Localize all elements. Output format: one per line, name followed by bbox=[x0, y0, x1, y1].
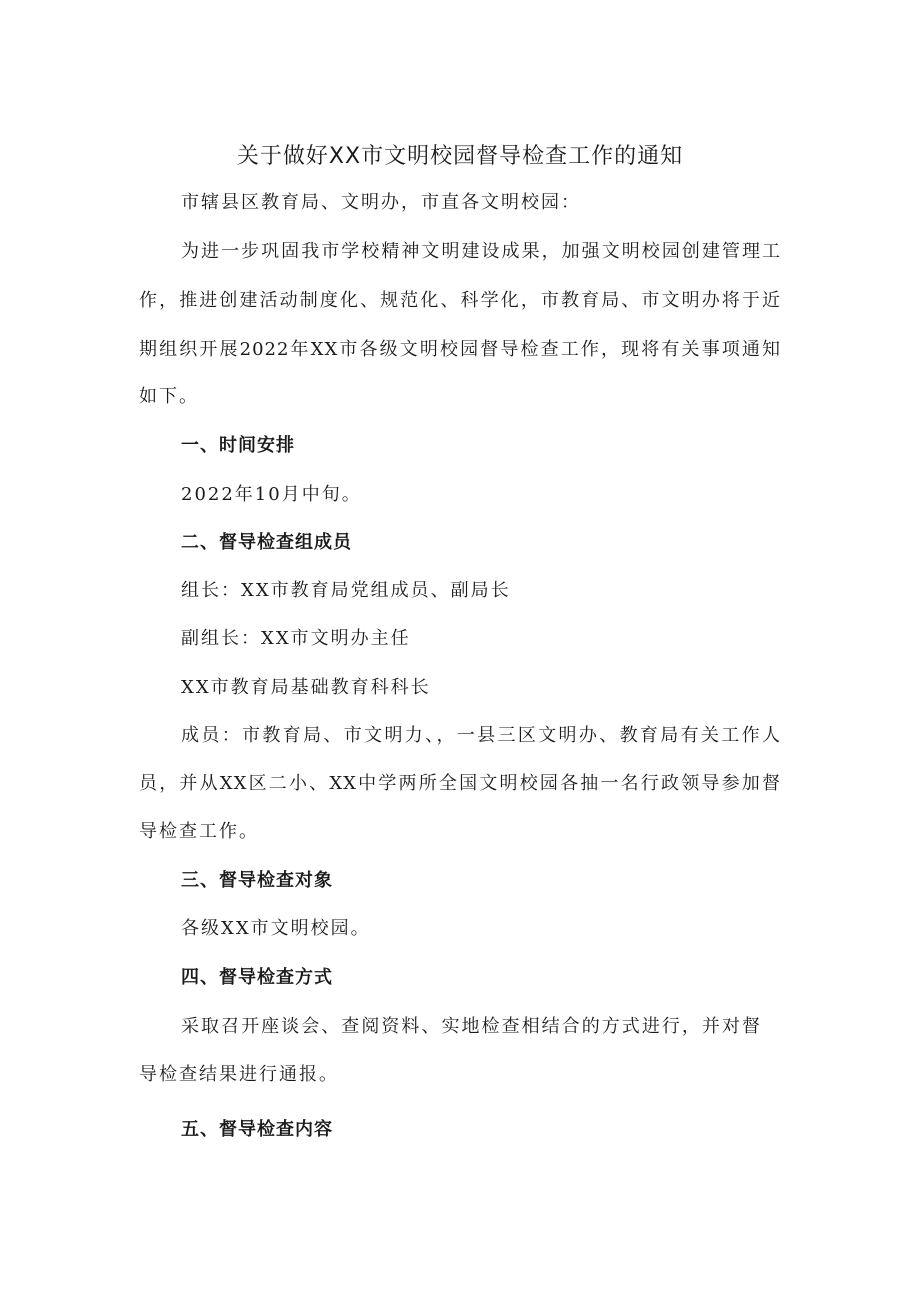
members-line-2: 员，并从XX区二小、XX中学两所全国文明校园各抽一名行政领导参加督 bbox=[139, 773, 781, 794]
section-4-line-1: 采取召开座谈会、查阅资料、实地检查相结合的方式进行，并对督 bbox=[181, 1016, 761, 1037]
intro-line-4: 如下。 bbox=[139, 386, 199, 407]
section-4-line-2: 导检查结果进行通报。 bbox=[139, 1064, 339, 1085]
members-line-1: 成员：市教育局、市文明力、，一县三区文明办、教育局有关工作人 bbox=[181, 725, 781, 746]
document-title: 关于做好XX市文明校园督导检查工作的通知 bbox=[236, 144, 684, 169]
intro-line-3: 期组织开展2022年XX市各级文明校园督导检查工作，现将有关事项通知 bbox=[139, 339, 781, 360]
intro-line-2: 作，推进创建活动制度化、规范化、科学化，市教育局、市文明办将于近 bbox=[139, 290, 781, 311]
section-3-heading: 三、督导检查对象 bbox=[181, 870, 333, 891]
deputy-leader: 副组长：XX市文明办主任 bbox=[181, 628, 411, 649]
section-1-heading: 一、时间安排 bbox=[181, 435, 295, 456]
deputy-leader-2: XX市教育局基础教育科科长 bbox=[181, 677, 431, 698]
section-3-body: 各级XX市文明校园。 bbox=[181, 918, 371, 939]
section-5-heading: 五、督导检查内容 bbox=[181, 1119, 333, 1140]
section-2-heading: 二、督导检查组成员 bbox=[181, 532, 352, 553]
section-1-body: 2022年10月中旬。 bbox=[181, 484, 362, 505]
intro-line-1: 为进一步巩固我市学校精神文明建设成果，加强文明校园创建管理工 bbox=[181, 241, 781, 262]
group-leader: 组长：XX市教育局党组成员、副局长 bbox=[181, 580, 511, 601]
members-line-3: 导检查工作。 bbox=[139, 821, 259, 842]
section-4-heading: 四、督导检查方式 bbox=[181, 967, 333, 988]
salutation: 市辖县区教育局、文明办，市直各文明校园： bbox=[181, 192, 581, 213]
